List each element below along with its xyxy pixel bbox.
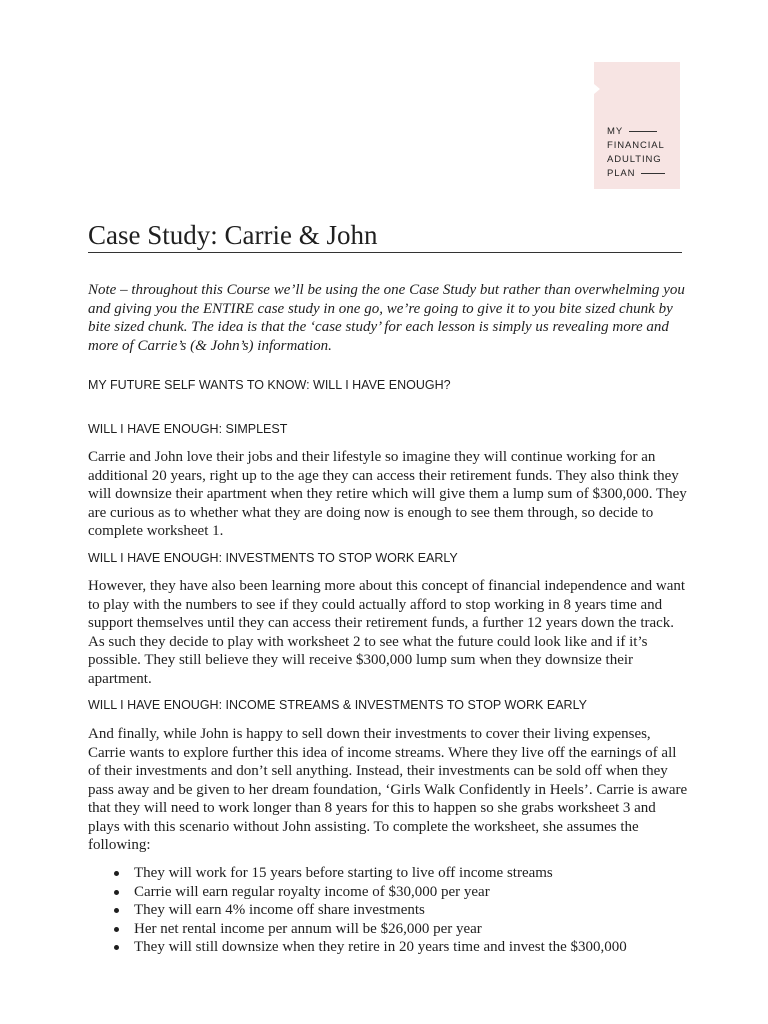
logo-line-4: PLAN: [607, 168, 636, 179]
heading-investments-stop-work-early: WILL I HAVE ENOUGH: INVESTMENTS TO STOP WORK EARLY: [88, 551, 458, 565]
logo-rule: [641, 173, 665, 174]
list-item: They will still downsize when they retire in 20 years time and invest the $300,000: [112, 938, 692, 957]
paragraph-simplest: Carrie and John love their jobs and their lifestyle so imagine they will continue working for an additional 20 years, right up to the age they can access their retirement funds. They also think they will downsize their apartment when they retire which will give them a lump sum of $300,000. They are curious as to whether what they are doing now is enough to see them through, so decide to complete worksheet 1.: [88, 449, 687, 539]
list-item: They will earn 4% income off share investments: [112, 901, 692, 920]
list-item: Her net rental income per annum will be $26,000 per year: [112, 920, 692, 939]
list-item: Carrie will earn regular royalty income of $30,000 per year: [112, 883, 692, 902]
logo-notch: [594, 84, 600, 94]
list-item: They will work for 15 years before starting to live off income streams: [112, 864, 692, 883]
heading-simplest: WILL I HAVE ENOUGH: SIMPLEST: [88, 422, 288, 436]
brand-logo: [594, 62, 680, 189]
assumptions-list: [112, 864, 692, 957]
logo-line-1: MY: [607, 126, 624, 137]
logo-line-2: FINANCIAL: [607, 140, 665, 151]
paragraph-income-streams: And finally, while John is happy to sell down their investments to cover their living expenses, Carrie wants to explore further this idea of income streams. Where they live off the earnings of all of their investments and don’t sell anything. Instead, their investments can be sold off when they pass away and be given to her dream foundation, ‘Girls Walk Confidently in Heels’. Carrie is aware that they will need to work longer than 8 years for this to happen so she grabs worksheet 3 and plays with this scenario without John assisting. To complete the worksheet, she assumes the following:: [88, 726, 688, 853]
paragraph-investments-stop-work-early: However, they have also been learning more about this concept of financial independence and want to play with the numbers to see if they could actually afford to stop working in 8 years time and support themselves until they can access their retirement funds, a further 12 years down the track. As such they decide to play with worksheet 2 to see what the future could look like and if it’s possible. They still believe they will receive $300,000 lump sum when they downsize their apartment.: [88, 578, 686, 687]
logo-line-3: ADULTING: [607, 154, 662, 165]
section-heading-future-self: MY FUTURE SELF WANTS TO KNOW: WILL I HAVE ENOUGH?: [88, 378, 451, 392]
logo-rule: [629, 131, 657, 132]
logo-text: [607, 125, 665, 181]
intro-note: Note – throughout this Course we’ll be using the one Case Study but rather than overwhelming you and giving you the ENTIRE case study in one go, we’re going to give it to you bite sized chunk by bite sized chunk. The idea is that the ‘case study’ for each lesson is simply us revealing more and more of Carrie’s (& John’s) information.: [88, 282, 685, 354]
heading-income-streams: WILL I HAVE ENOUGH: INCOME STREAMS & INVESTMENTS TO STOP WORK EARLY: [88, 698, 587, 712]
page-title: Case Study: Carrie & John: [88, 218, 682, 253]
